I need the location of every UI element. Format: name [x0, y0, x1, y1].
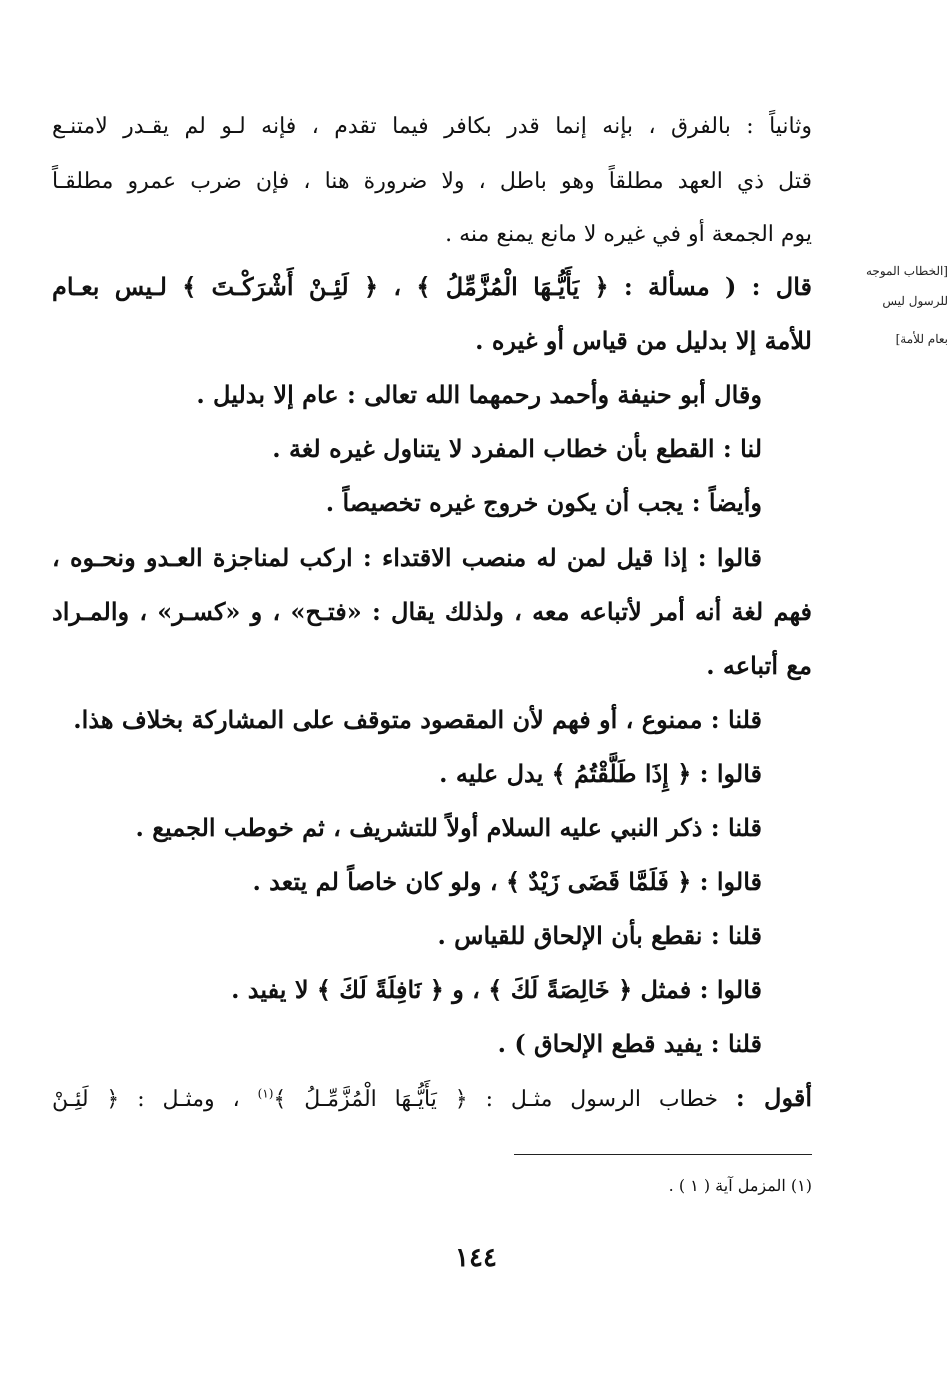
margin-note-line-2: للرسول ليس — [882, 294, 948, 308]
footnote-reference: (١) — [257, 1086, 274, 1101]
commentary-text-cont: ، ومثـل : ﴿ لَئِـنْ — [52, 1087, 258, 1112]
text-line: قتل ذي العهد مطلقاً وهو باطل ، ولا ضرورة هنا ، فإن ضرب عمرو مطلقـاً — [52, 169, 812, 194]
text-line: قلنا : ممنوع ، أو فهم لأن المقصود متوقف على المشاركة بخلاف هذا. — [73, 705, 762, 734]
text-line: يوم الجمعة أو في غيره لا مانع يمنع منه . — [445, 222, 812, 247]
footnote: (١) المزمل آية ( ١ ) . — [668, 1176, 812, 1195]
text-line: قلنا : يفيد قطع الإلحاق ) . — [497, 1029, 762, 1058]
text-line: قال : ( مسألة : ﴿ يَأَيُّـهَا الْمُزَّمِّلُ ﴾ ، ﴿ لَئِـنْ أَشْرَكْـتَ ﴾ لـيس بعـام — [52, 272, 812, 301]
text-line: قالوا : فمثل ﴿ خَالِصَةً لَكَ ﴾ ، و ﴿ نَافِلَةً لَكَ ﴾ لا يفيد . — [231, 975, 762, 1004]
text-line: مع أتباعه . — [706, 651, 812, 680]
text-line: قالوا : ﴿ فَلَمَّا قَضَى زَيْدٌ ﴾ ، ولو كان خاصاً لم يتعد . — [252, 867, 762, 896]
page-number: ١٤٤ — [455, 1243, 497, 1273]
text-line: وقال أبو حنيفة وأحمد رحمهما الله تعالى : عام إلا بدليل . — [196, 380, 762, 409]
text-line: قلنا : ذكر النبي عليه السلام أولاً للتشريف ، ثم خوطب الجميع . — [135, 813, 762, 842]
margin-note-line-3: بعام للأمة] — [895, 332, 948, 346]
text-line: وثانياً : بالفرق ، بإنه إنما قدر بكافر فيما تقدم ، فإنه لـو لم يقـدر لامتنـع — [52, 114, 812, 139]
commentary-text: خطاب الرسول مثـل : ﴿ يَأَيُّـهَا الْمُزَّمِّـلُ ﴾ — [273, 1087, 736, 1112]
text-line: قلنا : نقطع بأن الإلحاق للقياس . — [437, 921, 762, 950]
footnote-divider — [514, 1154, 812, 1155]
margin-note-line-1: [الخطاب الموجه — [865, 264, 948, 278]
text-line: وأيضاً : يجب أن يكون خروج غيره تخصيصاً . — [325, 488, 762, 517]
text-line: لنا : القطع بأن خطاب المفرد لا يتناول غيره لغة . — [272, 434, 762, 463]
text-line: فهم لغة أنه أمر لأتباعه معه ، ولذلك يقال : «فتـح» ، و «كسـر» ، والمـراد — [52, 597, 812, 626]
text-line: للأمة إلا بدليل من قياس أو غيره . — [475, 326, 812, 355]
commentary-lead: أقول : — [735, 1083, 812, 1112]
commentary-line — [52, 1084, 812, 1113]
text-line: قالوا : ﴿ إِذَا طَلَّقْتُمُ ﴾ يدل عليه . — [439, 759, 762, 788]
text-line: قالوا : إذا قيل لمن له منصب الاقتداء : اركب لمناجزة العـدو ونحـوه ، — [52, 543, 762, 572]
